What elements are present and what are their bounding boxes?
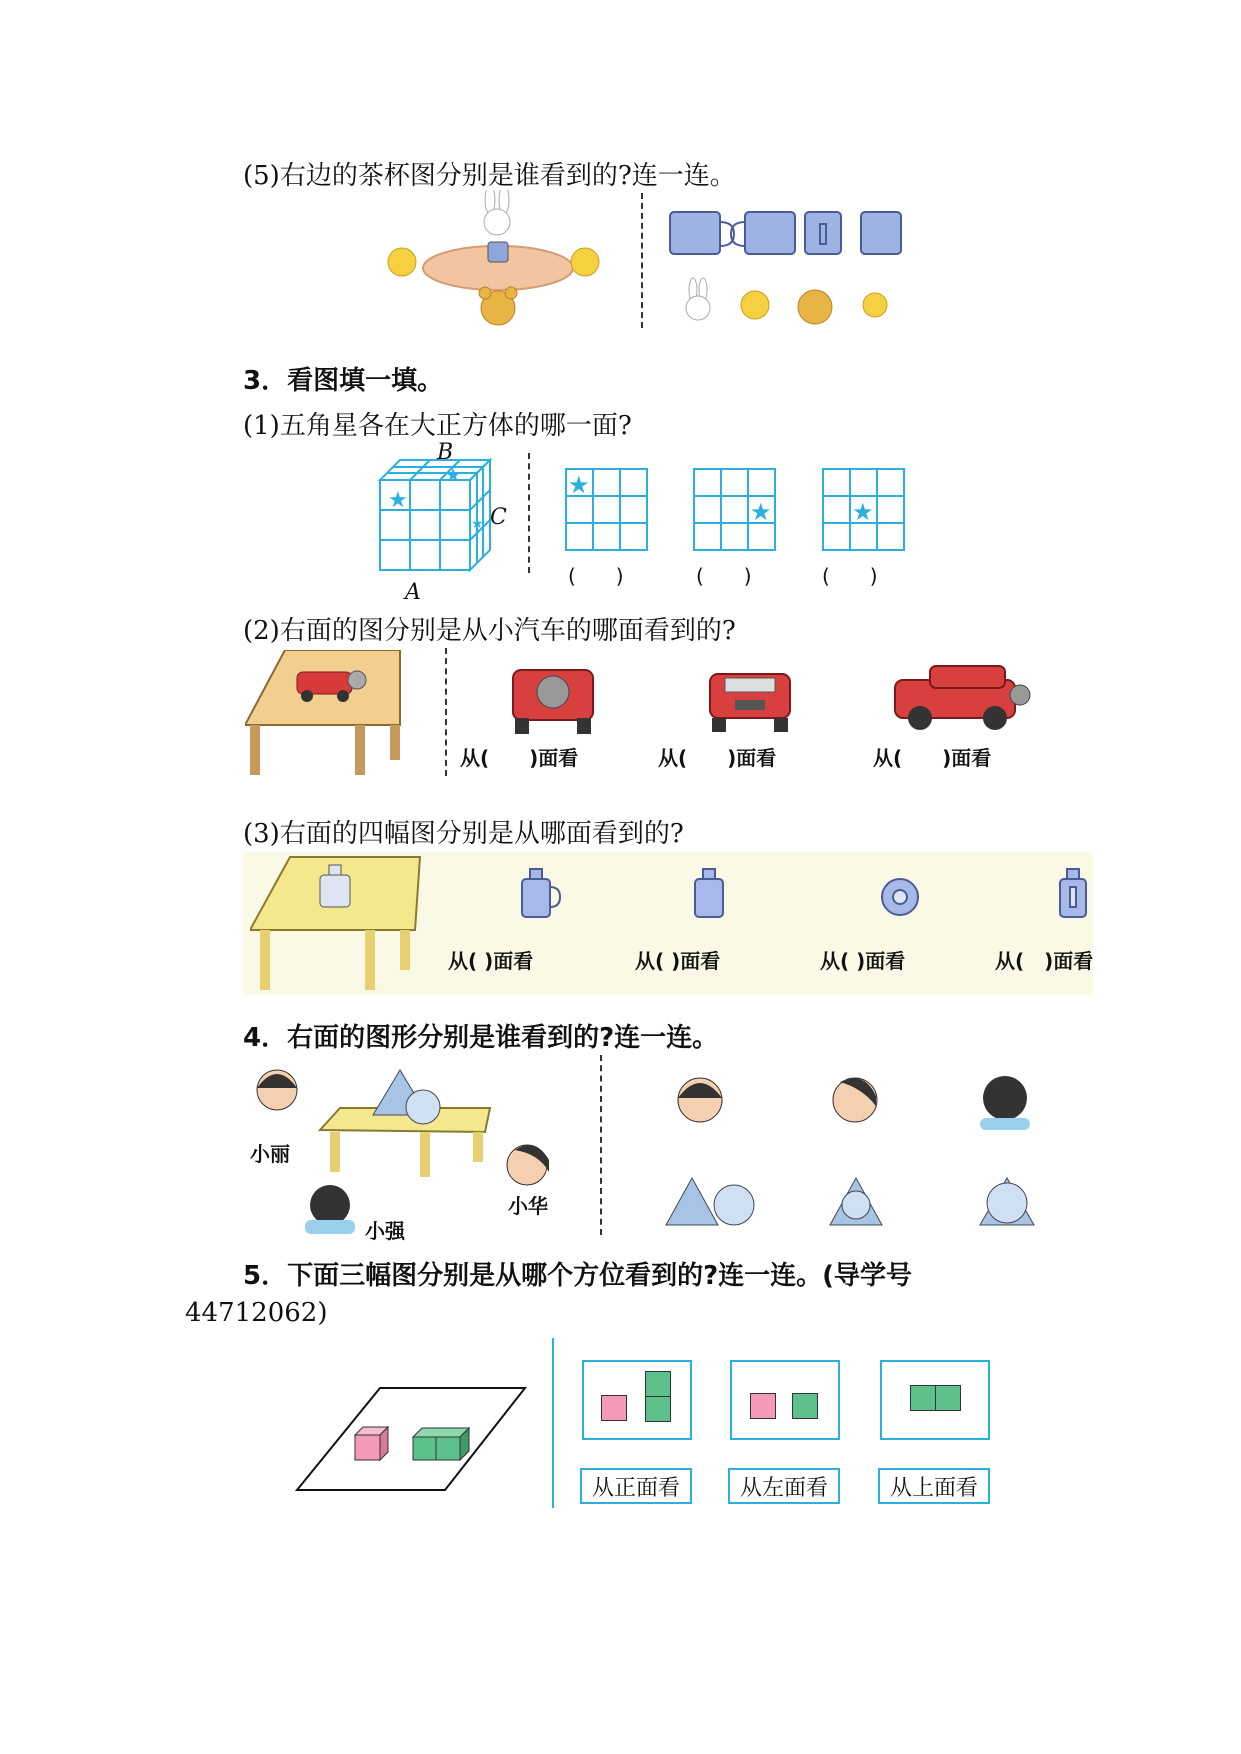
name-xiaoqiang: 小强 bbox=[365, 1219, 405, 1243]
view-box-1 bbox=[582, 1360, 692, 1440]
star-grid-2 bbox=[693, 468, 777, 552]
svg-text:★: ★ bbox=[471, 516, 484, 532]
view2-pink-square bbox=[750, 1393, 776, 1419]
grid-blank-3[interactable]: ( ) bbox=[822, 564, 878, 588]
grid-blank-1[interactable]: ( ) bbox=[568, 564, 624, 588]
cube-divider bbox=[528, 453, 530, 573]
q4-title: 4．右面的图形分别是谁看到的?连一连。 bbox=[243, 1023, 719, 1053]
cup-view-icons bbox=[510, 865, 1100, 925]
grid-blank-2[interactable]: ( ) bbox=[696, 564, 752, 588]
car-divider bbox=[445, 648, 447, 776]
q3-p3-prompt: (3)右面的四幅图分别是从哪面看到的? bbox=[243, 819, 684, 849]
blocks-plane-figure bbox=[295, 1385, 535, 1495]
label-top[interactable]: 从上面看 bbox=[878, 1468, 990, 1504]
name-xiaohua: 小华 bbox=[508, 1194, 548, 1218]
view-box-2 bbox=[730, 1360, 840, 1440]
view1-green-bottom bbox=[645, 1396, 671, 1422]
car-blank-2[interactable]: 从( )面看 bbox=[658, 746, 777, 770]
label-left[interactable]: 从左面看 bbox=[728, 1468, 840, 1504]
cup-views-figure bbox=[665, 200, 925, 330]
q3-p2-prompt: (2)右面的图分别是从小汽车的哪面看到的? bbox=[243, 616, 736, 646]
q5-divider bbox=[552, 1338, 554, 1508]
star-grid-1 bbox=[565, 468, 649, 552]
cup-view-blank-3[interactable]: 从( )面看 bbox=[820, 949, 906, 973]
star-grid-3 bbox=[822, 468, 906, 552]
view3-green-left bbox=[910, 1385, 936, 1411]
q3-title: 3．看图填一填。 bbox=[243, 366, 444, 396]
label-front[interactable]: 从正面看 bbox=[580, 1468, 692, 1504]
cup-view-blank-4[interactable]: 从( )面看 bbox=[995, 949, 1094, 973]
cup-table-figure bbox=[250, 855, 425, 995]
cup-view-blank-1[interactable]: 从( )面看 bbox=[448, 949, 534, 973]
cup-scene-figure bbox=[380, 190, 620, 330]
view3-green-right bbox=[935, 1385, 961, 1411]
svg-text:★: ★ bbox=[750, 498, 772, 526]
cup-divider bbox=[641, 193, 643, 328]
svg-text:★: ★ bbox=[388, 488, 408, 513]
cup-view-blank-2[interactable]: 从( )面看 bbox=[635, 949, 721, 973]
cube-label-b: B bbox=[437, 440, 454, 465]
q5-title: 5．下面三幅图分别是从哪个方位看到的?连一连。(导学号 bbox=[243, 1261, 913, 1291]
name-xiaoli: 小丽 bbox=[250, 1142, 290, 1166]
view2-green-square bbox=[792, 1393, 818, 1419]
q5-cup-prompt: (5)右边的茶杯图分别是谁看到的?连一连。 bbox=[243, 161, 736, 191]
q3-p1-prompt: (1)五角星各在大正方体的哪一面? bbox=[243, 411, 632, 441]
svg-text:★: ★ bbox=[445, 465, 462, 486]
kids-views-figure bbox=[650, 1060, 1060, 1235]
q5-code: 44712062) bbox=[185, 1298, 328, 1328]
view1-pink-square bbox=[601, 1395, 627, 1421]
car-blank-1[interactable]: 从( )面看 bbox=[460, 746, 579, 770]
view1-green-top bbox=[645, 1371, 671, 1397]
cube-label-a: A bbox=[405, 580, 421, 605]
cube-label-c: C bbox=[490, 505, 507, 530]
car-blank-3[interactable]: 从( )面看 bbox=[873, 746, 992, 770]
car-table-figure bbox=[245, 650, 405, 780]
svg-text:★: ★ bbox=[568, 471, 590, 499]
car-views-figure bbox=[505, 660, 1045, 740]
kids-divider bbox=[600, 1055, 602, 1235]
svg-text:★: ★ bbox=[852, 498, 874, 526]
